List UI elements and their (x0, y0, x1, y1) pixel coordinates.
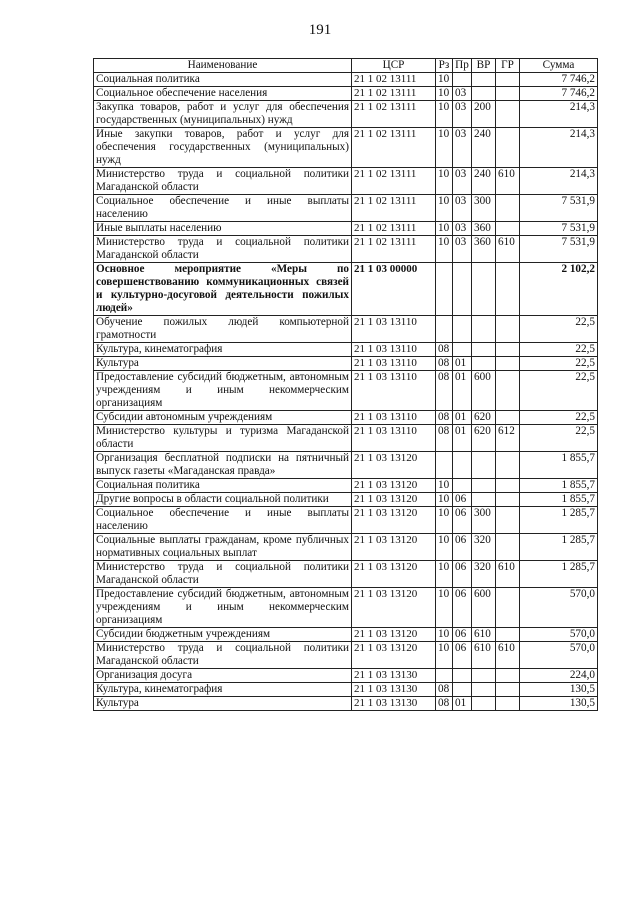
table-row (94, 236, 598, 263)
cell-vr: 610 (472, 642, 496, 669)
cell-sum: 7 746,2 (520, 87, 598, 101)
cell-name: Предоставление субсидий бюджетным, автономным учреждениям и иным некоммерческим организациям (94, 588, 352, 628)
table-row (94, 642, 598, 669)
cell-pr: 01 (453, 357, 472, 371)
cell-gr: 610 (496, 236, 520, 263)
cell-rz: 10 (436, 534, 453, 561)
table-row (94, 343, 598, 357)
cell-rz: 10 (436, 479, 453, 493)
cell-csr: 21 1 03 13120 (352, 507, 436, 534)
cell-vr (472, 343, 496, 357)
cell-name: Социальное обеспечение населения (94, 87, 352, 101)
cell-rz: 10 (436, 73, 453, 87)
cell-pr: 01 (453, 697, 472, 711)
cell-rz: 10 (436, 222, 453, 236)
cell-vr (472, 87, 496, 101)
cell-csr: 21 1 02 13111 (352, 73, 436, 87)
cell-rz: 10 (436, 628, 453, 642)
cell-gr (496, 411, 520, 425)
cell-gr (496, 493, 520, 507)
cell-pr: 03 (453, 236, 472, 263)
table-row (94, 669, 598, 683)
cell-pr: 03 (453, 87, 472, 101)
cell-pr: 03 (453, 222, 472, 236)
cell-vr (472, 357, 496, 371)
cell-vr (472, 697, 496, 711)
cell-pr: 01 (453, 371, 472, 411)
header-sum: Сумма (520, 59, 598, 73)
cell-csr: 21 1 03 13110 (352, 425, 436, 452)
cell-sum: 1 855,7 (520, 479, 598, 493)
cell-pr: 06 (453, 642, 472, 669)
cell-rz: 10 (436, 168, 453, 195)
table-row (94, 425, 598, 452)
cell-csr: 21 1 03 13110 (352, 411, 436, 425)
cell-vr: 300 (472, 507, 496, 534)
cell-sum: 22,5 (520, 343, 598, 357)
cell-pr (453, 343, 472, 357)
header-vr: ВР (472, 59, 496, 73)
cell-vr (472, 316, 496, 343)
cell-vr: 240 (472, 168, 496, 195)
cell-sum: 7 531,9 (520, 236, 598, 263)
table-row (94, 411, 598, 425)
cell-csr: 21 1 03 13120 (352, 493, 436, 507)
cell-sum: 1 285,7 (520, 507, 598, 534)
cell-sum: 130,5 (520, 697, 598, 711)
cell-vr (472, 73, 496, 87)
cell-sum: 2 102,2 (520, 263, 598, 316)
cell-pr: 06 (453, 493, 472, 507)
cell-name: Закупка товаров, работ и услуг для обеспечения государственных (муниципальных) нужд (94, 101, 352, 128)
cell-name: Социальная политика (94, 73, 352, 87)
cell-vr: 620 (472, 425, 496, 452)
cell-rz: 10 (436, 493, 453, 507)
cell-vr: 200 (472, 101, 496, 128)
cell-rz: 10 (436, 101, 453, 128)
cell-pr (453, 683, 472, 697)
table-row (94, 371, 598, 411)
cell-csr: 21 1 02 13111 (352, 222, 436, 236)
cell-sum: 22,5 (520, 425, 598, 452)
cell-name: Социальное обеспечение и иные выплаты населению (94, 195, 352, 222)
cell-gr (496, 263, 520, 316)
cell-sum: 22,5 (520, 357, 598, 371)
cell-pr: 03 (453, 101, 472, 128)
budget-table (93, 58, 598, 711)
cell-csr: 21 1 02 13111 (352, 128, 436, 168)
cell-csr: 21 1 02 13111 (352, 236, 436, 263)
cell-gr: 612 (496, 425, 520, 452)
cell-gr (496, 128, 520, 168)
cell-rz: 10 (436, 588, 453, 628)
cell-vr (472, 683, 496, 697)
cell-name: Предоставление субсидий бюджетным, автономным учреждениям и иным некоммерческим организациям (94, 371, 352, 411)
cell-pr: 03 (453, 168, 472, 195)
cell-sum: 1 855,7 (520, 452, 598, 479)
table-row (94, 561, 598, 588)
table-row (94, 534, 598, 561)
cell-gr (496, 534, 520, 561)
cell-vr: 610 (472, 628, 496, 642)
header-name: Наименование (94, 59, 352, 73)
cell-name: Культура (94, 697, 352, 711)
cell-gr (496, 669, 520, 683)
cell-pr (453, 669, 472, 683)
cell-csr: 21 1 03 13120 (352, 642, 436, 669)
cell-name: Социальные выплаты гражданам, кроме публичных нормативных социальных выплат (94, 534, 352, 561)
cell-sum: 214,3 (520, 101, 598, 128)
table-row (94, 588, 598, 628)
table-row (94, 683, 598, 697)
cell-name: Культура (94, 357, 352, 371)
cell-rz: 10 (436, 507, 453, 534)
cell-vr: 240 (472, 128, 496, 168)
table-row (94, 73, 598, 87)
cell-gr (496, 316, 520, 343)
cell-sum: 570,0 (520, 588, 598, 628)
cell-csr: 21 1 03 13110 (352, 316, 436, 343)
cell-vr: 320 (472, 534, 496, 561)
cell-pr (453, 73, 472, 87)
cell-sum: 1 855,7 (520, 493, 598, 507)
cell-name: Министерство труда и социальной политики Магаданской области (94, 168, 352, 195)
cell-pr: 03 (453, 195, 472, 222)
cell-vr: 320 (472, 561, 496, 588)
table-row (94, 168, 598, 195)
cell-sum: 7 531,9 (520, 195, 598, 222)
header-gr: ГР (496, 59, 520, 73)
cell-pr: 06 (453, 588, 472, 628)
cell-csr: 21 1 03 13120 (352, 534, 436, 561)
cell-gr (496, 222, 520, 236)
cell-pr (453, 479, 472, 493)
cell-rz: 10 (436, 642, 453, 669)
cell-sum: 7 746,2 (520, 73, 598, 87)
cell-sum: 22,5 (520, 371, 598, 411)
cell-gr (496, 683, 520, 697)
cell-gr (496, 697, 520, 711)
cell-rz (436, 669, 453, 683)
cell-gr: 610 (496, 561, 520, 588)
page-number: 191 (308, 22, 332, 38)
table-row (94, 479, 598, 493)
table-body (94, 73, 598, 711)
cell-rz: 10 (436, 128, 453, 168)
table-row (94, 128, 598, 168)
cell-vr: 360 (472, 236, 496, 263)
cell-name: Основное мероприятие «Меры по совершенствованию коммуникационных связей и культурно-досуговой деятельности пожилых людей» (94, 263, 352, 316)
cell-pr: 06 (453, 534, 472, 561)
cell-pr (453, 263, 472, 316)
cell-name: Министерство труда и социальной политики Магаданской области (94, 561, 352, 588)
cell-vr: 600 (472, 588, 496, 628)
cell-vr (472, 263, 496, 316)
cell-vr (472, 479, 496, 493)
cell-pr: 01 (453, 411, 472, 425)
cell-csr: 21 1 03 13130 (352, 669, 436, 683)
cell-csr: 21 1 03 00000 (352, 263, 436, 316)
cell-csr: 21 1 02 13111 (352, 168, 436, 195)
cell-csr: 21 1 03 13120 (352, 561, 436, 588)
cell-pr: 06 (453, 561, 472, 588)
table-row (94, 452, 598, 479)
cell-sum: 22,5 (520, 316, 598, 343)
cell-rz: 08 (436, 425, 453, 452)
table-row (94, 222, 598, 236)
cell-sum: 224,0 (520, 669, 598, 683)
cell-pr (453, 316, 472, 343)
cell-csr: 21 1 03 13120 (352, 479, 436, 493)
cell-csr: 21 1 03 13120 (352, 588, 436, 628)
cell-rz (436, 452, 453, 479)
table-row (94, 195, 598, 222)
cell-gr (496, 507, 520, 534)
table-row (94, 87, 598, 101)
cell-sum: 7 531,9 (520, 222, 598, 236)
cell-vr: 600 (472, 371, 496, 411)
cell-name: Иные выплаты населению (94, 222, 352, 236)
header-csr: ЦСР (352, 59, 436, 73)
cell-rz: 10 (436, 195, 453, 222)
cell-name: Другие вопросы в области социальной политики (94, 493, 352, 507)
cell-sum: 1 285,7 (520, 534, 598, 561)
table-row (94, 628, 598, 642)
cell-rz: 08 (436, 683, 453, 697)
cell-csr: 21 1 03 13130 (352, 697, 436, 711)
table-header-row (94, 59, 598, 73)
cell-name: Культура, кинематография (94, 343, 352, 357)
cell-sum: 130,5 (520, 683, 598, 697)
cell-name: Иные закупки товаров, работ и услуг для обеспечения государственных (муниципальных) нужд (94, 128, 352, 168)
cell-csr: 21 1 03 13110 (352, 357, 436, 371)
cell-gr: 610 (496, 642, 520, 669)
cell-sum: 570,0 (520, 642, 598, 669)
cell-vr: 620 (472, 411, 496, 425)
cell-csr: 21 1 02 13111 (352, 87, 436, 101)
cell-rz: 10 (436, 87, 453, 101)
cell-name: Министерство культуры и туризма Магаданской области (94, 425, 352, 452)
header-pr: Пр (453, 59, 472, 73)
cell-rz: 10 (436, 561, 453, 588)
cell-rz: 08 (436, 371, 453, 411)
cell-name: Субсидии автономным учреждениям (94, 411, 352, 425)
cell-rz (436, 263, 453, 316)
cell-rz: 10 (436, 236, 453, 263)
cell-rz: 08 (436, 357, 453, 371)
table-row (94, 316, 598, 343)
cell-gr (496, 195, 520, 222)
cell-name: Обучение пожилых людей компьютерной грамотности (94, 316, 352, 343)
cell-gr (496, 101, 520, 128)
cell-pr: 03 (453, 128, 472, 168)
cell-gr (496, 73, 520, 87)
cell-vr: 300 (472, 195, 496, 222)
cell-vr: 360 (472, 222, 496, 236)
cell-csr: 21 1 03 13120 (352, 628, 436, 642)
cell-sum: 214,3 (520, 168, 598, 195)
table-row (94, 101, 598, 128)
cell-name: Социальная политика (94, 479, 352, 493)
cell-name: Социальное обеспечение и иные выплаты населению (94, 507, 352, 534)
cell-gr (496, 357, 520, 371)
table-row (94, 493, 598, 507)
cell-sum: 22,5 (520, 411, 598, 425)
cell-pr: 06 (453, 507, 472, 534)
cell-gr (496, 588, 520, 628)
cell-rz: 08 (436, 697, 453, 711)
cell-csr: 21 1 03 13110 (352, 343, 436, 357)
cell-pr: 01 (453, 425, 472, 452)
cell-sum: 214,3 (520, 128, 598, 168)
cell-vr (472, 669, 496, 683)
cell-rz: 08 (436, 411, 453, 425)
table-row (94, 697, 598, 711)
cell-csr: 21 1 03 13110 (352, 371, 436, 411)
cell-name: Организация бесплатной подписки на пятничный выпуск газеты «Магаданская правда» (94, 452, 352, 479)
cell-csr: 21 1 03 13130 (352, 683, 436, 697)
cell-pr (453, 452, 472, 479)
table-row (94, 263, 598, 316)
cell-csr: 21 1 02 13111 (352, 101, 436, 128)
cell-gr (496, 371, 520, 411)
cell-gr (496, 628, 520, 642)
cell-name: Субсидии бюджетным учреждениям (94, 628, 352, 642)
cell-name: Культура, кинематография (94, 683, 352, 697)
cell-gr (496, 479, 520, 493)
cell-pr: 06 (453, 628, 472, 642)
cell-name: Министерство труда и социальной политики Магаданской области (94, 236, 352, 263)
table-row (94, 357, 598, 371)
cell-gr: 610 (496, 168, 520, 195)
table-row (94, 507, 598, 534)
cell-vr (472, 493, 496, 507)
cell-gr (496, 87, 520, 101)
cell-sum: 570,0 (520, 628, 598, 642)
cell-csr: 21 1 02 13111 (352, 195, 436, 222)
cell-rz: 08 (436, 343, 453, 357)
cell-name: Организация досуга (94, 669, 352, 683)
cell-rz (436, 316, 453, 343)
cell-vr (472, 452, 496, 479)
cell-name: Министерство труда и социальной политики Магаданской области (94, 642, 352, 669)
cell-csr: 21 1 03 13120 (352, 452, 436, 479)
cell-sum: 1 285,7 (520, 561, 598, 588)
cell-gr (496, 452, 520, 479)
cell-gr (496, 343, 520, 357)
header-rz: Рз (436, 59, 453, 73)
